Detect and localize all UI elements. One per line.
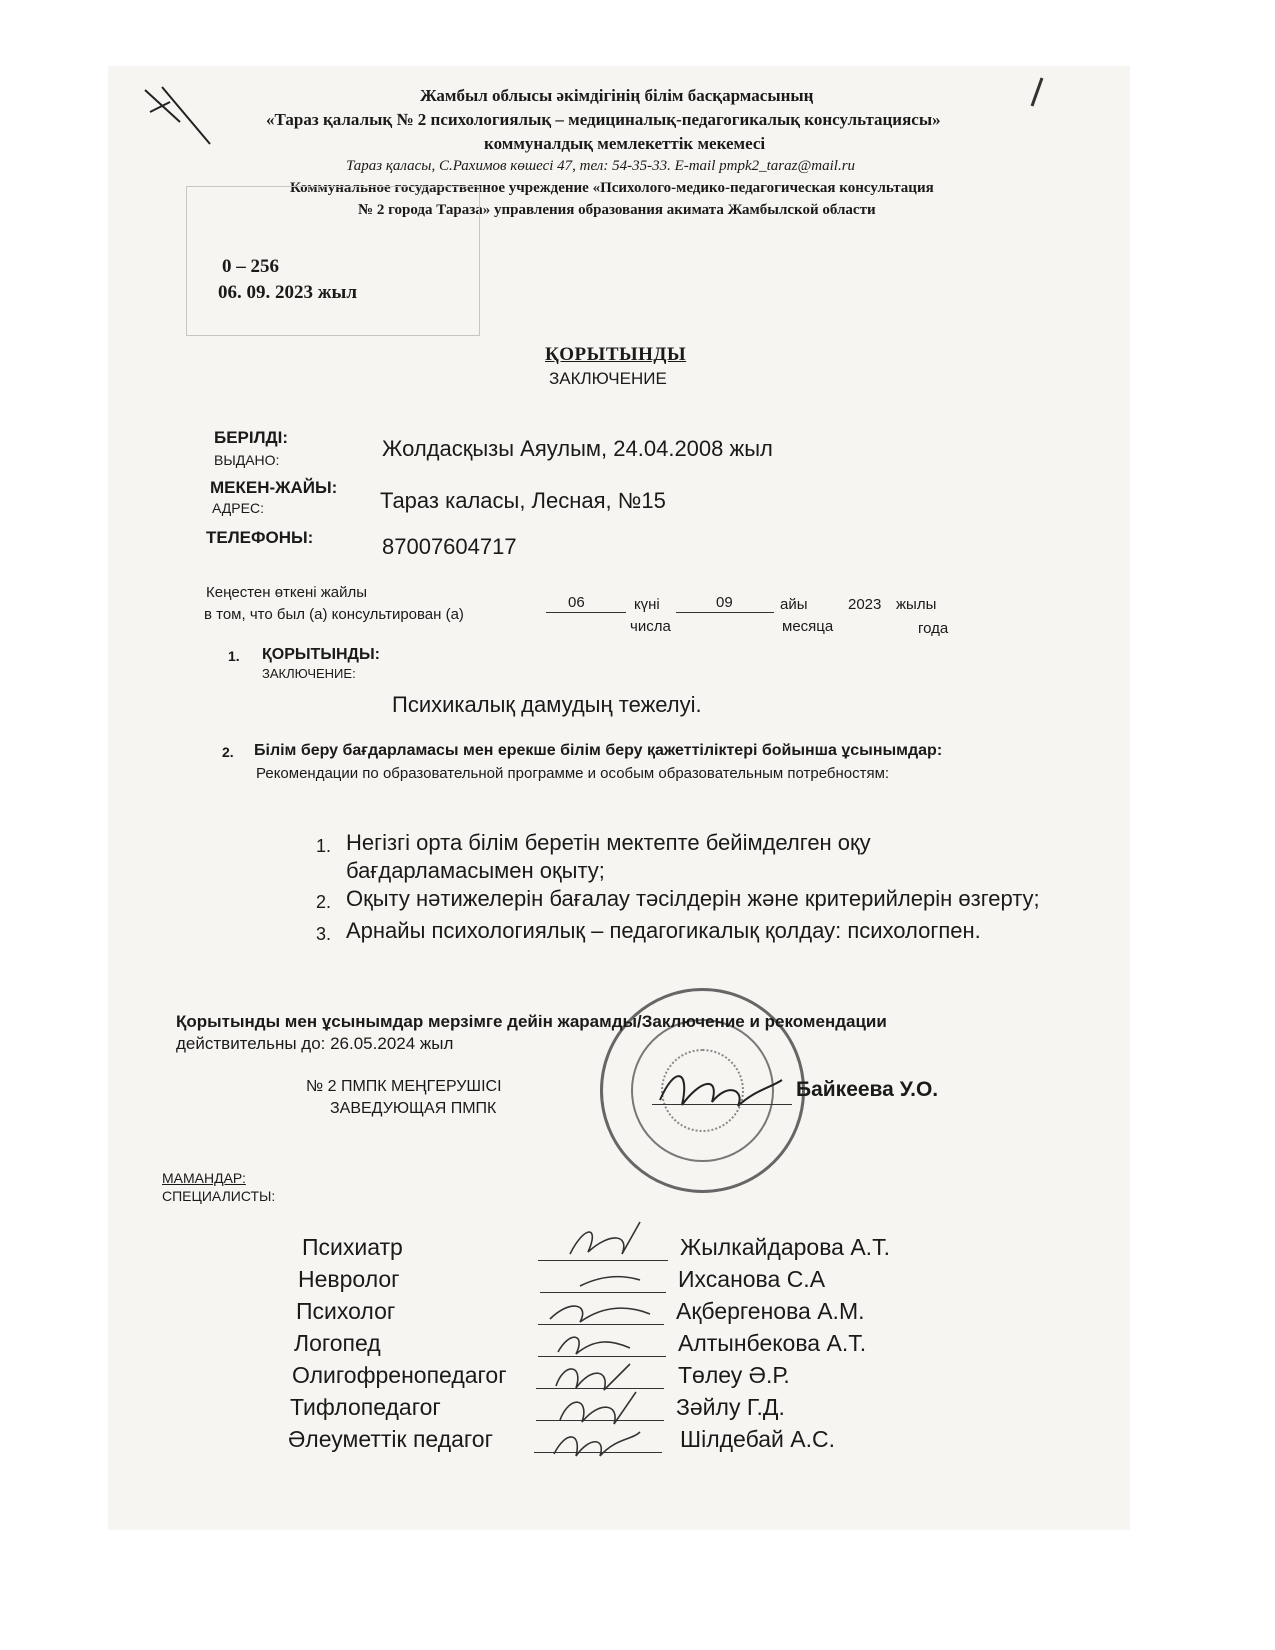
recommendation-1-line-2: бағдарламасымен оқыту;: [346, 858, 605, 883]
header-address: Тараз қаласы, С.Рахимов көшесі 47, тел: 54-35-33. E-mail pmpk2_taraz@mail.ru: [346, 158, 856, 174]
address-label-ru: АДРЕС:: [212, 500, 264, 516]
specialist-name: Шілдебай А.С.: [680, 1426, 835, 1452]
recommendation-1-line-1: Негізгі орта білім беретін мектепте бейімделген оқу: [346, 830, 871, 855]
specialist-role: Тифлопедагог: [290, 1394, 441, 1420]
consultation-day-label: күні: [634, 596, 660, 613]
section-1-label: ҚОРЫТЫНДЫ:: [262, 646, 380, 663]
specialist-name: Ақбергенова А.М.: [676, 1298, 865, 1324]
issued-value: Жолдасқызы Аяулым, 24.04.2008 жыл: [382, 436, 773, 461]
consultation-year: 2023: [848, 596, 882, 613]
section-2-label: Білім беру бағдарламасы мен ерекше білім беру қажеттіліктері бойынша ұсынымдар:: [254, 742, 943, 759]
recommendation-1-number: 1.: [316, 836, 332, 856]
specialists-label-ru: СПЕЦИАЛИСТЫ:: [162, 1188, 276, 1204]
head-signature-icon: [650, 1060, 790, 1120]
address-label: МЕКЕН-ЖАЙЫ:: [210, 478, 338, 497]
issued-label-ru: ВЫДАНО:: [214, 452, 280, 468]
specialist-role: Олигофренопедагог: [292, 1362, 507, 1388]
specialist-name: Ихсанова С.А: [678, 1266, 826, 1292]
section-1-number: 1.: [228, 648, 240, 664]
pen-mark-icon: [1022, 76, 1052, 116]
consultation-day-label-ru: числа: [630, 618, 671, 635]
head-title-ru: ЗАВЕДУЮЩАЯ ПМПК: [330, 1100, 497, 1117]
recommendation-3-number: 3.: [316, 924, 332, 944]
phone-value: 87007604717: [382, 534, 517, 559]
consultation-month-label: айы: [780, 596, 808, 613]
specialist-role: Әлеуметтік педагог: [288, 1426, 493, 1452]
specialist-name: Алтынбекова А.Т.: [678, 1330, 867, 1356]
header-line-1: Жамбыл облысы әкімдігінің білім басқармасының: [420, 86, 814, 105]
validity-line-2: действительны до: 26.05.2024 жыл: [176, 1034, 454, 1053]
recommendation-2: Оқыту нәтижелерін бағалау тәсілдерін және критерийлерін өзгерту;: [346, 886, 1040, 911]
header-line-2: «Тараз қалалық № 2 психологиялық – медициналық-педагогикалық консультациясы»: [266, 110, 941, 129]
section-1-value: Психикалық дамудың тежелуі.: [392, 692, 702, 717]
pen-mark-icon: [140, 82, 220, 152]
registration-number: 0 – 256: [222, 256, 279, 277]
consultation-day: 06: [568, 594, 585, 611]
header-line-3: коммуналдық мемлекеттік мекемесі: [484, 134, 766, 153]
section-1-label-ru: ЗАКЛЮЧЕНИЕ:: [262, 666, 356, 681]
issued-label: БЕРІЛДІ:: [214, 428, 289, 447]
consultation-month: 09: [716, 594, 733, 611]
specialist-name: Төлеу Ә.Р.: [678, 1362, 790, 1388]
specialist-role: Психиатр: [302, 1234, 403, 1260]
registration-date: 06. 09. 2023 жыл: [218, 282, 358, 303]
head-name: Байкеева У.О.: [796, 1078, 939, 1101]
consultation-year-label-ru: года: [918, 620, 949, 637]
document-title-ru: ЗАКЛЮЧЕНИЕ: [549, 369, 667, 388]
section-2-number: 2.: [222, 744, 234, 760]
section-2-label-ru: Рекомендации по образовательной программе и особым образовательным потребностям:: [256, 765, 890, 782]
phone-label: ТЕЛЕФОНЫ:: [206, 528, 314, 547]
specialist-role: Невролог: [298, 1266, 400, 1292]
address-value: Тараз каласы, Лесная, №15: [380, 488, 666, 513]
specialist-role: Логопед: [294, 1330, 381, 1356]
specialist-name: Зәйлу Г.Д.: [676, 1394, 785, 1420]
recommendation-2-number: 2.: [316, 892, 332, 912]
consultation-year-label: жылы: [896, 596, 937, 613]
consultation-month-label-ru: месяца: [782, 618, 834, 635]
specialist-signatures-icon: [540, 1214, 670, 1464]
consultation-label-ru: в том, что был (а) консультирован (а): [204, 606, 464, 623]
specialist-role: Психолог: [296, 1298, 396, 1324]
header-ru-line-1: Коммунальное государственное учреждение «Психолого-медико-педагогическая консультация: [290, 180, 934, 196]
document-title: ҚОРЫТЫНДЫ: [545, 344, 687, 365]
validity-line-1: Қорытынды мен ұсынымдар мерзімге дейін жарамды/Заключение и рекомендации: [176, 1012, 887, 1031]
header-ru-line-2: № 2 города Тараза» управления образования акимата Жамбылской области: [358, 202, 876, 218]
consultation-label: Кеңестен өткені жайлы: [206, 584, 368, 601]
head-title: № 2 ПМПК МЕҢГЕРУШІСІ: [306, 1078, 502, 1095]
specialist-name: Жылкайдарова А.Т.: [680, 1234, 890, 1260]
recommendation-3: Арнайы психологиялық – педагогикалық қолдау: психологпен.: [346, 918, 981, 943]
specialists-label: МАМАНДАР:: [162, 1170, 246, 1186]
